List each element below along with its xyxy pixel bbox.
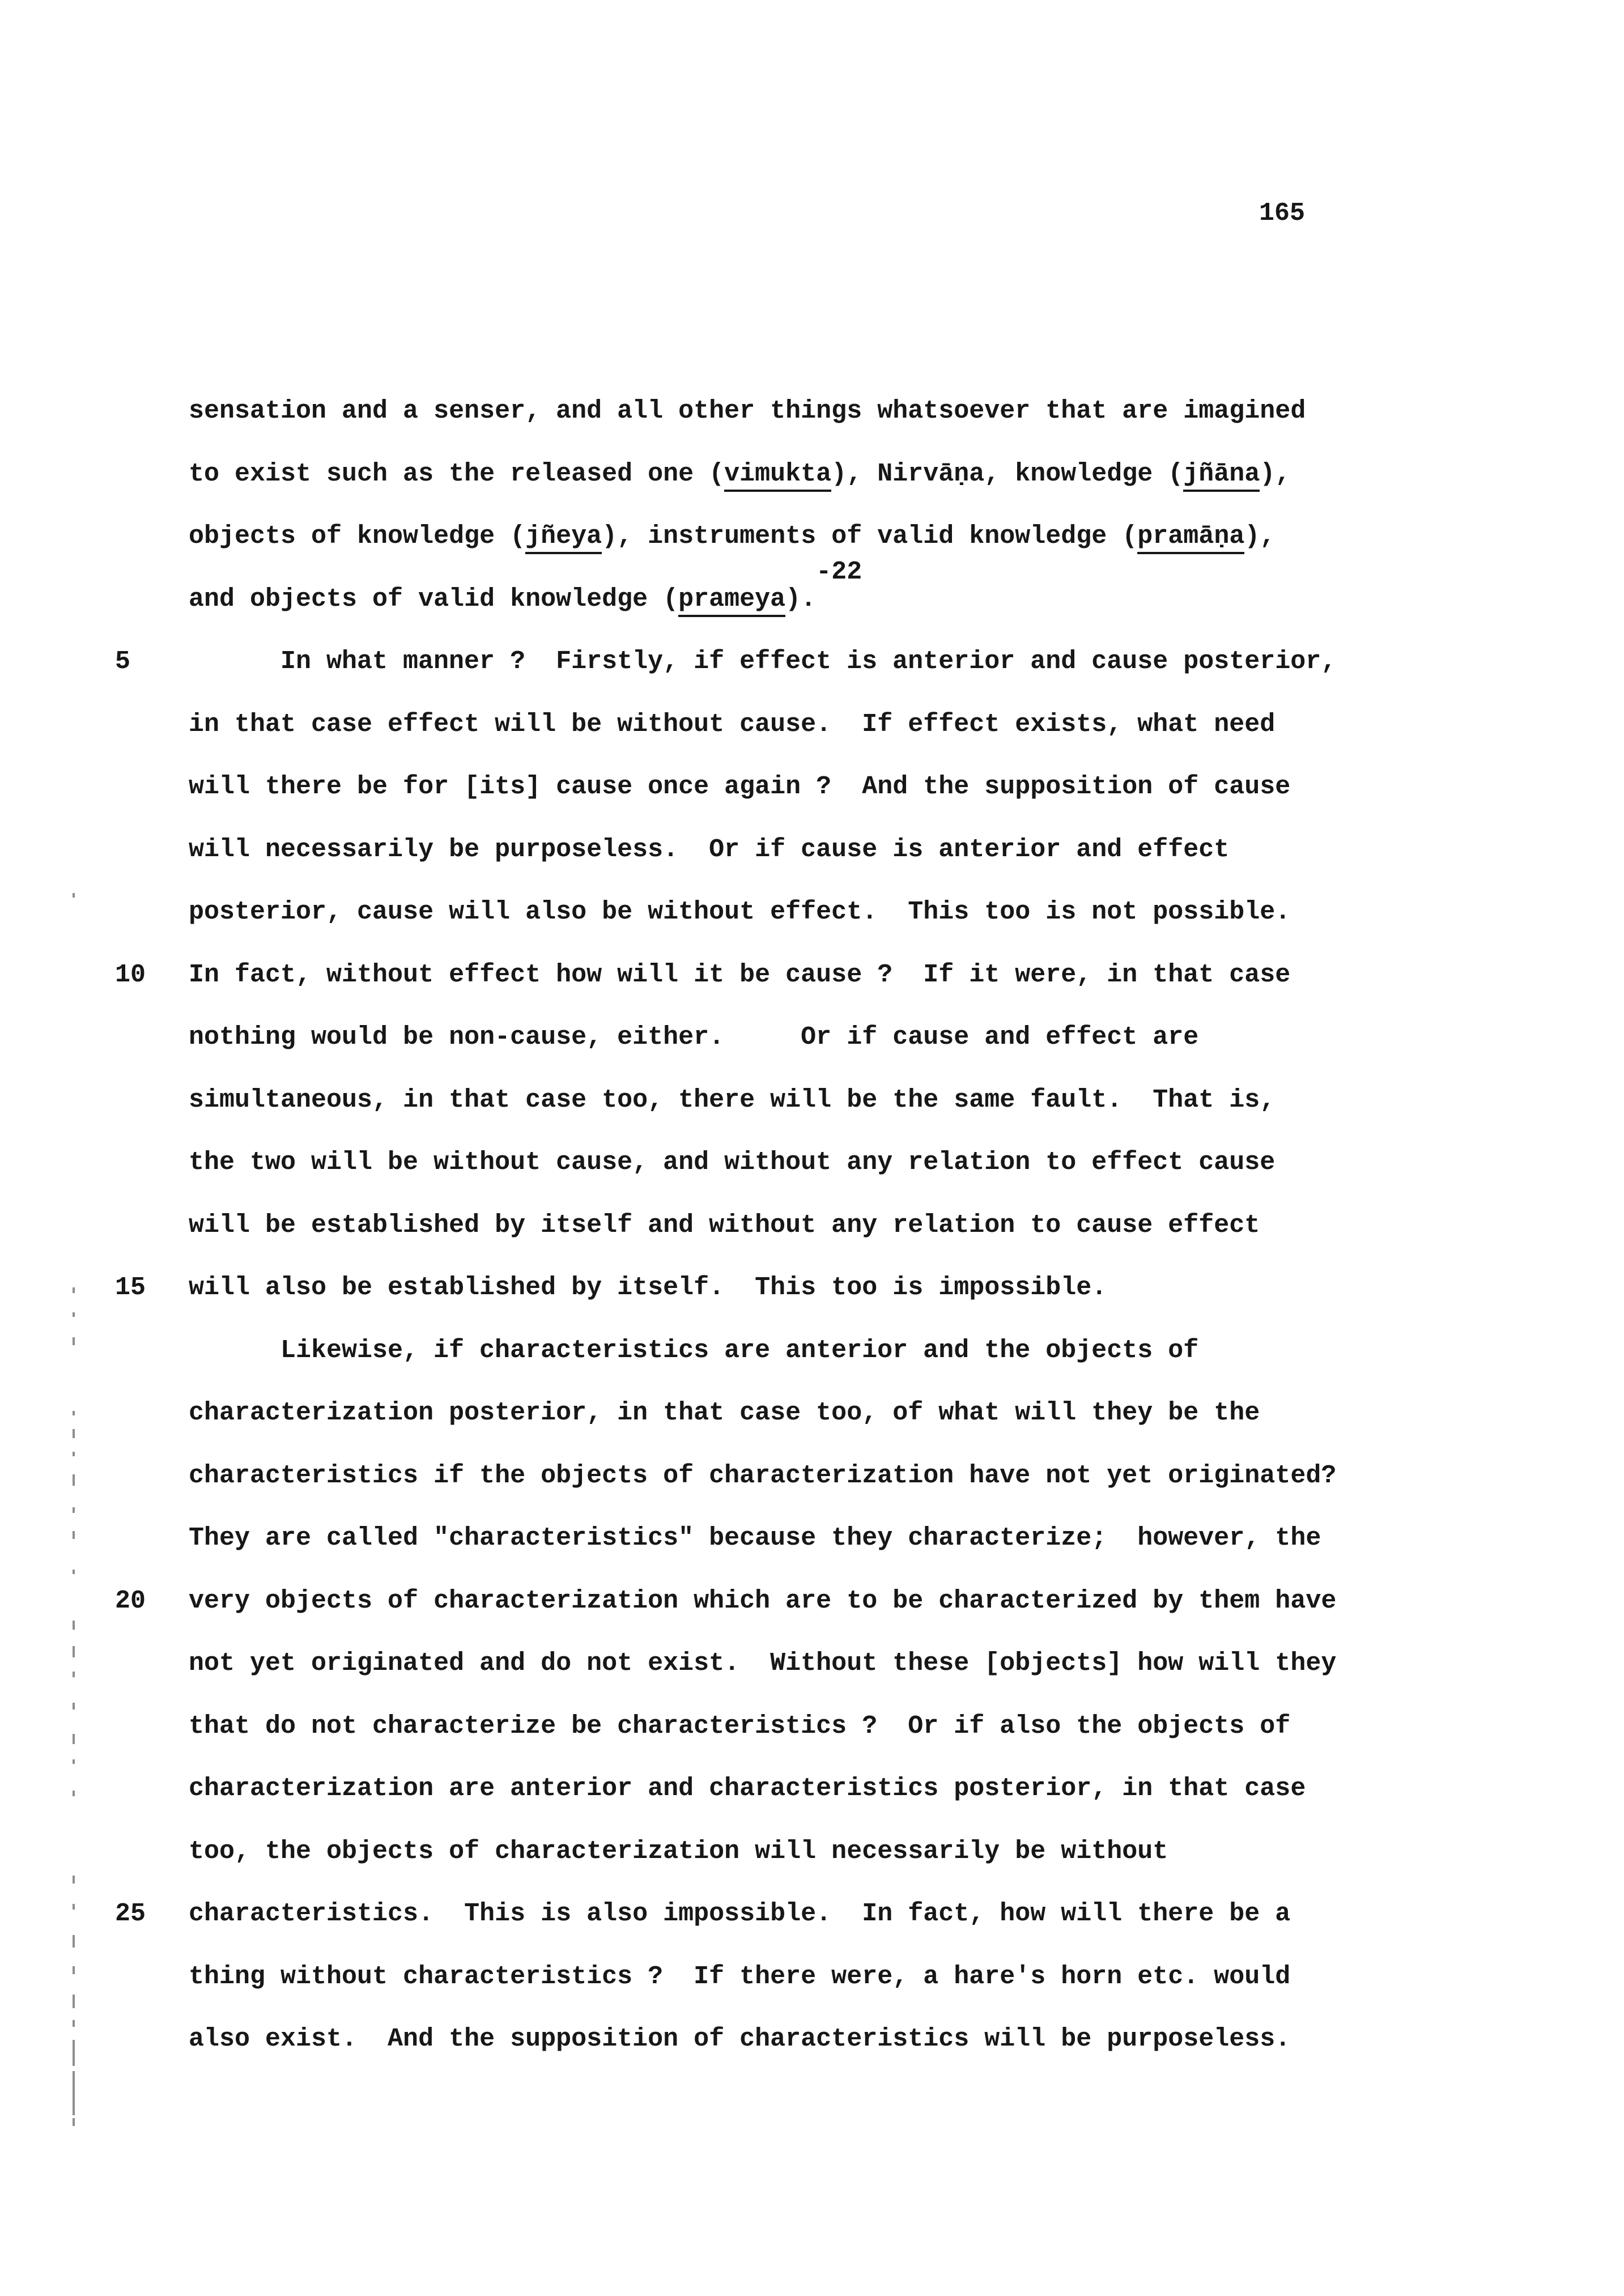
margin-artifact [73, 2118, 75, 2126]
line-number: 20 [115, 1586, 146, 1615]
line-number: 15 [115, 1273, 146, 1302]
text-segment: will there be for [its] cause once again ? And the supposition of cause [189, 772, 1291, 801]
underlined-term: vimukta [724, 460, 831, 492]
margin-artifact [73, 2071, 75, 2115]
margin-artifact [73, 893, 75, 898]
text-segment: In what manner ? Firstly, if effect is anterior and cause posterior, [280, 647, 1337, 676]
margin-artifact [73, 1646, 75, 1657]
margin-artifact [73, 1312, 75, 1317]
text-segment: very objects of characterization which are to be characterized by them have [189, 1586, 1337, 1615]
margin-artifact [73, 1935, 75, 1948]
margin-artifact [73, 1703, 75, 1710]
margin-artifact [73, 1531, 75, 1539]
page-number: 165 [1259, 199, 1306, 228]
underlined-term: jñeya [525, 522, 602, 554]
text-segment: will necessarily be purposeless. Or if cause is anterior and effect [189, 835, 1230, 864]
underlined-term: prameya [678, 585, 785, 617]
margin-artifact [73, 1759, 75, 1764]
text-segment: the two will be without cause, and without any relation to effect cause [189, 1148, 1276, 1177]
text-segment: in that case effect will be without cause. If effect exists, what need [189, 709, 1276, 739]
text-segment: They are called "characteristics" because they characterize; however, the [189, 1524, 1321, 1553]
text-segment: also exist. And the supposition of characteristics will be purposeless. [189, 2025, 1291, 2053]
line-number: 10 [115, 960, 146, 989]
margin-artifact [73, 1507, 75, 1513]
text-segment: posterior, cause will also be without effect. This too is not possible. [189, 898, 1291, 926]
line-number: 25 [115, 1899, 146, 1928]
text-segment: ), [1260, 459, 1291, 488]
margin-artifact [73, 1452, 75, 1456]
margin-artifact [73, 1411, 75, 1415]
underlined-term: jñāna [1183, 460, 1260, 492]
text-segment: Likewise, if characteristics are anterior and the objects of [280, 1336, 1199, 1365]
text-segment: simultaneous, in that case too, there will be the same fault. That is, [189, 1085, 1276, 1115]
text-segment: thing without characteristics ? If there were, a hare's horn etc. would [189, 1962, 1291, 1991]
text-segment: ). [785, 584, 817, 614]
margin-artifact [73, 1734, 75, 1744]
text-segment: too, the objects of characterization will necessarily be without [189, 1836, 1168, 1866]
margin-artifact [73, 1570, 75, 1574]
text-segment: In fact, without effect how will it be cause ? If it were, in that case [189, 960, 1291, 989]
margin-artifact [73, 1287, 75, 1293]
footnote-reference: -22 [816, 557, 862, 586]
margin-artifact [73, 1429, 75, 1438]
margin-artifact [73, 1995, 75, 2008]
margin-artifact [73, 2040, 75, 2066]
text-segment: ), instruments of valid knowledge ( [602, 522, 1138, 551]
text-segment: ), [1244, 522, 1276, 551]
margin-artifact [73, 1621, 75, 1630]
margin-artifact [73, 1791, 75, 1796]
text-segment: will also be established by itself. This too is impossible. [189, 1273, 1107, 1302]
margin-artifact [73, 1904, 75, 1910]
text-segment: characteristics if the objects of characterization have not yet originated? [189, 1461, 1337, 1490]
margin-artifact [73, 1876, 75, 1883]
text-segment: and objects of valid knowledge ( [189, 584, 679, 614]
margin-artifact [73, 1337, 75, 1345]
text-segment: not yet originated and do not exist. Without these [objects] how will they [189, 1649, 1337, 1678]
margin-artifact [73, 2020, 75, 2027]
text-segment: characterization are anterior and characteristics posterior, in that case [189, 1774, 1306, 1803]
underlined-term: pramāṇa [1137, 522, 1244, 554]
text-segment: characterization posterior, in that case too, of what will they be the [189, 1398, 1260, 1427]
text-segment: will be established by itself and without any relation to cause effect [189, 1210, 1260, 1240]
margin-artifact [73, 1672, 75, 1677]
text-segment: that do not characterize be characteristics ? Or if also the objects of [189, 1711, 1291, 1741]
text-segment: to exist such as the released one ( [189, 459, 725, 488]
margin-artifact [73, 1474, 75, 1486]
text-segment: nothing would be non-cause, either. Or if cause and effect are [189, 1023, 1199, 1052]
text-segment: objects of knowledge ( [189, 522, 526, 551]
text-segment: sensation and a senser, and all other things whatsoever that are imagined [189, 397, 1306, 426]
text-segment: characteristics. This is also impossible. In fact, how will there be a [189, 1899, 1291, 1928]
margin-artifact [73, 1966, 75, 1974]
line-number: 5 [115, 647, 131, 676]
text-segment: ), Nirvāṇa, knowledge ( [831, 459, 1184, 488]
